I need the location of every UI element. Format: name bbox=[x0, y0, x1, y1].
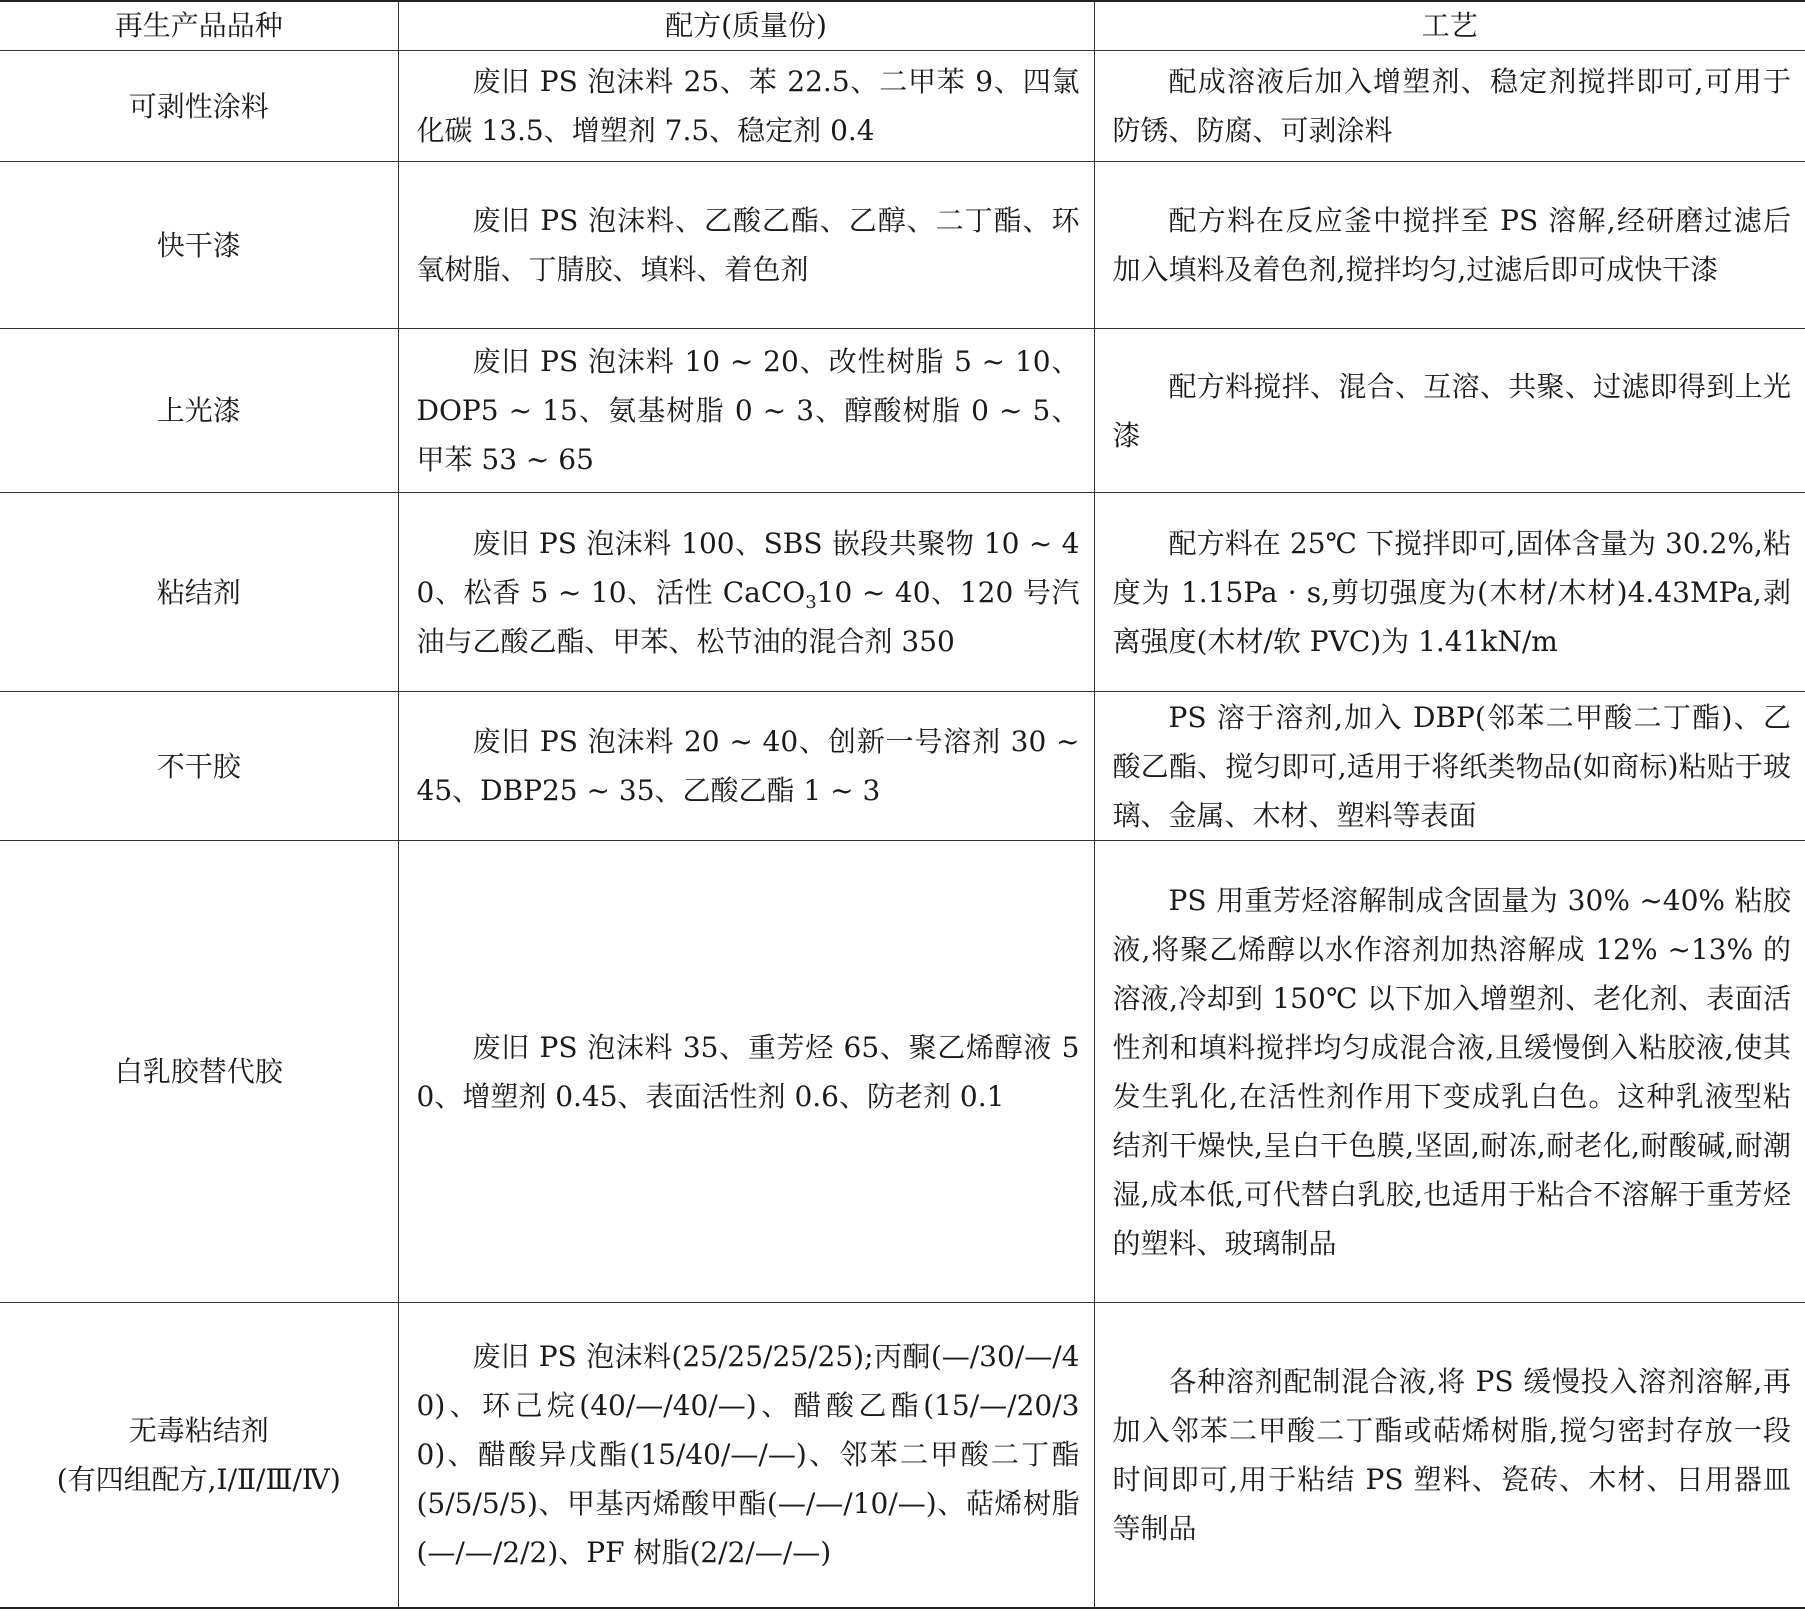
process-cell: 各种溶剂配制混合液,将 PS 缓慢投入溶剂溶解,再加入邻苯二甲酸二丁酯或萜烯树脂,搅匀密封存放一段时间即可,用于粘结 PS 塑料、瓷砖、木材、日用器皿等制品 bbox=[1094, 1303, 1805, 1608]
header-formula: 配方(质量份) bbox=[398, 1, 1094, 51]
formula-cell: 废旧 PS 泡沫料(25/25/25/25);丙酮(—/30/—/40)、环己烷(40/—/40/—)、醋酸乙酯(15/—/20/30)、醋酸异戊酯(15/40/—/—)、邻苯二甲酸二丁酯(5/5/5/5)、甲基丙烯酸甲酯(—/—/10/—)、萜烯树脂(—/—/2/2)、PF 树脂(2/2/—/—) bbox=[398, 1303, 1094, 1608]
product-cell: 白乳胶替代胶 bbox=[0, 841, 398, 1303]
formula-text: 废旧 PS 泡沫料 100、SBS 嵌段共聚物 10 ~ 40、松香 5 ~ 10、活性 CaCO bbox=[416, 526, 1080, 609]
product-cell: 不干胶 bbox=[0, 692, 398, 841]
formula-cell bbox=[398, 493, 1094, 692]
product-cell: 快干漆 bbox=[0, 162, 398, 329]
table-row bbox=[0, 692, 1805, 841]
product-note: (有四组配方,Ⅰ/Ⅱ/Ⅲ/Ⅳ) bbox=[56, 1462, 341, 1496]
product-cell: 粘结剂 bbox=[0, 493, 398, 692]
process-cell: 配方料在反应釜中搅拌至 PS 溶解,经研磨过滤后加入填料及着色剂,搅拌均匀,过滤后即可成快干漆 bbox=[1094, 162, 1805, 329]
process-cell: 配方料搅拌、混合、互溶、共聚、过滤即得到上光漆 bbox=[1094, 329, 1805, 493]
formula-cell: 废旧 PS 泡沫料 10 ~ 20、改性树脂 5 ~ 10、DOP5 ~ 15、氨基树脂 0 ~ 3、醇酸树脂 0 ~ 5、甲苯 53 ~ 65 bbox=[398, 329, 1094, 493]
formula-cell: 废旧 PS 泡沫料 25、苯 22.5、二甲苯 9、四氯化碳 13.5、增塑剂 7.5、稳定剂 0.4 bbox=[398, 51, 1094, 162]
process-cell: 配成溶液后加入增塑剂、稳定剂搅拌即可,可用于防锈、防腐、可剥涂料 bbox=[1094, 51, 1805, 162]
subscript: 3 bbox=[805, 591, 817, 613]
header-process: 工艺 bbox=[1094, 1, 1805, 51]
table-row bbox=[0, 1303, 1805, 1608]
formula-cell: 废旧 PS 泡沫料 20 ~ 40、创新一号溶剂 30 ~ 45、DBP25 ~ 35、乙酸乙酯 1 ~ 3 bbox=[398, 692, 1094, 841]
table-row bbox=[0, 841, 1805, 1303]
product-cell bbox=[0, 1303, 398, 1608]
process-cell: 配方料在 25℃ 下搅拌即可,固体含量为 30.2%,粘度为 1.15Pa · s,剪切强度为(木材/木材)4.43MPa,剥离强度(木材/软 PVC)为 1.41kN/m bbox=[1094, 493, 1805, 692]
header-row bbox=[0, 1, 1805, 51]
table-row bbox=[0, 493, 1805, 692]
table-row bbox=[0, 329, 1805, 493]
formula-cell: 废旧 PS 泡沫料 35、重芳烃 65、聚乙烯醇液 50、增塑剂 0.45、表面活性剂 0.6、防老剂 0.1 bbox=[398, 841, 1094, 1303]
table-row bbox=[0, 162, 1805, 329]
product-name: 无毒粘结剂 bbox=[128, 1413, 269, 1447]
header-product: 再生产品品种 bbox=[0, 1, 398, 51]
table-row bbox=[0, 51, 1805, 162]
product-cell: 可剥性涂料 bbox=[0, 51, 398, 162]
product-cell: 上光漆 bbox=[0, 329, 398, 493]
formula-cell: 废旧 PS 泡沫料、乙酸乙酯、乙醇、二丁酯、环氧树脂、丁腈胶、填料、着色剂 bbox=[398, 162, 1094, 329]
formula-text: 10 ~ 40、120 号汽油与乙酸乙酯、甲苯、松节油的混合剂 350 bbox=[416, 575, 1080, 658]
process-cell: PS 溶于溶剂,加入 DBP(邻苯二甲酸二丁酯)、乙酸乙酯、搅匀即可,适用于将纸类物品(如商标)粘贴于玻璃、金属、木材、塑料等表面 bbox=[1094, 692, 1805, 841]
process-cell: PS 用重芳烃溶解制成含固量为 30% ~40% 粘胶液,将聚乙烯醇以水作溶剂加热溶解成 12% ~13% 的溶液,冷却到 150℃ 以下加入增塑剂、老化剂、表面活性剂和填料搅拌均匀成混合液,且缓慢倒入粘胶液,使其发生乳化,在活性剂作用下变成乳白色。这种乳液型粘结剂干燥快,呈白干色膜,坚固,耐冻,耐老化,耐酸碱,耐潮湿,成本低,可代替白乳胶,也适用于粘合不溶解于重芳烃的塑料、玻璃制品 bbox=[1094, 841, 1805, 1303]
